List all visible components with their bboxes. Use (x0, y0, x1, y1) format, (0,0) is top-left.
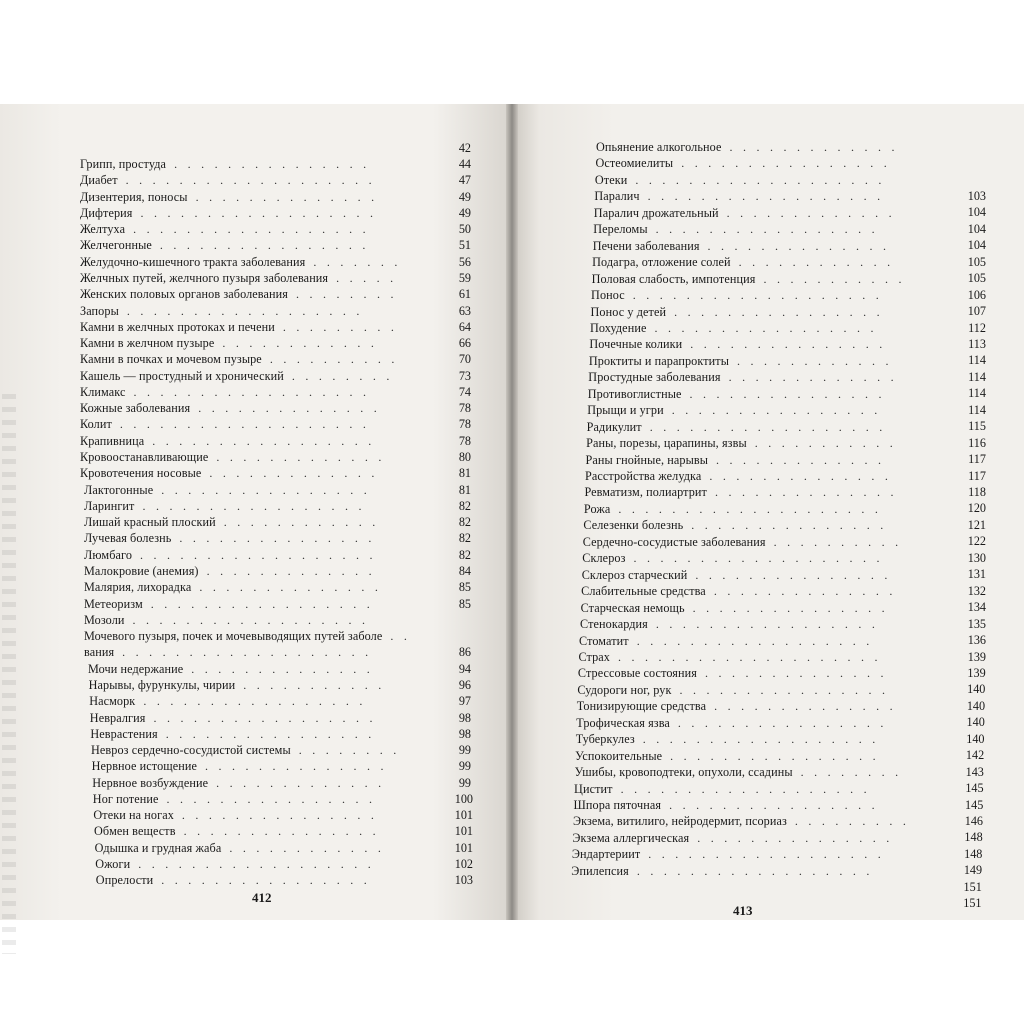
right-entry-title: Стенокардия (580, 617, 648, 632)
right-entry-leader: .............. (714, 485, 904, 500)
right-entry-leader: ........... (763, 271, 912, 286)
left-entry-leader: ................ (165, 726, 382, 741)
right-entry-leader: .................. (636, 863, 880, 878)
right-entry-page-number: 107 (967, 304, 986, 319)
left-entry-leader: .................. (126, 303, 370, 318)
left-entry-title: Кровоостанавливающие (80, 450, 209, 465)
left-entry-page-number: 99 (458, 759, 471, 774)
left-entry-page-number: 59 (458, 270, 471, 285)
left-entry-leader: ............... (183, 824, 387, 839)
left-entry-page-number: 101 (454, 840, 473, 855)
right-entry-page-number: 114 (968, 353, 986, 368)
left-entry-leader: ..... (336, 270, 404, 285)
right-entry-title: Похудение (589, 320, 647, 335)
right-entry-title: Цистит (574, 781, 613, 796)
left-entry-title: Кожные заболевания (80, 401, 191, 416)
left-entry-title: Лучевая болезнь (84, 531, 172, 546)
left-entry-leader: ............. (216, 775, 392, 790)
left-page-number: 412 (252, 890, 272, 905)
left-entry-title: Лактогонные (84, 482, 154, 497)
right-entry-leader: ................ (670, 748, 887, 763)
right-entry-leader: ............. (729, 140, 905, 154)
right-entry-title: Подагра, отложение солей (592, 255, 731, 270)
left-entry-page-number: 82 (458, 498, 471, 513)
right-entry-leader: ............ (736, 353, 899, 368)
left-entry-page-number: 98 (458, 710, 471, 725)
right-entry-title: Успокоительные (575, 748, 663, 763)
right-entry-leader: .................... (618, 501, 889, 516)
left-entry-leader: ............... (174, 157, 377, 171)
left-entry-title: Запоры (80, 303, 119, 318)
right-entry-leader: ............... (692, 600, 896, 615)
right-entry-page-number: 149 (963, 863, 983, 878)
right-entry-page-number: 130 (967, 550, 986, 565)
right-entry-title: Слабительные средства (581, 584, 706, 599)
left-entry-title: вания (84, 645, 115, 660)
right-entry-title: Склероз (582, 551, 626, 566)
right-entry-page-number: 131 (967, 567, 986, 582)
left-entry-page-number: 103 (454, 873, 473, 888)
right-entry-leader: .............. (709, 469, 899, 483)
left-entry-page-number: 44 (458, 157, 471, 171)
right-entry-title: Ушибы, кровоподтеки, опухоли, ссадины (574, 765, 793, 780)
left-entry-leader: .................. (140, 547, 384, 562)
right-entry-leader: ............. (726, 205, 903, 220)
left-entry-leader: ............ (223, 515, 386, 530)
right-entry-page-number: 145 (965, 797, 984, 812)
left-entry-title: Мочевого пузыря, почек и мочевыводящих путей заболе (84, 629, 383, 644)
right-entry-title: Печени заболевания (592, 238, 700, 253)
right-entry-title: Проктиты и парапроктиты (588, 353, 729, 368)
left-entry-leader: ................ (161, 873, 378, 888)
left-entry-leader: ................. (143, 694, 373, 709)
right-entry-leader: .......... (773, 534, 909, 549)
right-entry-page-number: 103 (967, 188, 986, 203)
left-entry-leader: ............... (179, 531, 382, 546)
left-entry-title: Нарывы, фурункулы, чирии (88, 677, 236, 692)
left-entry-page-number: 100 (454, 791, 473, 806)
left-entry-leader: ........ (298, 743, 407, 758)
right-entry-title: Ревматизм, полиартрит (584, 485, 707, 500)
left-entry-page-number: 49 (458, 205, 471, 220)
right-entry-title: Экзема, витилиго, нейродермит, псориаз (572, 814, 787, 829)
left-entry-leader: ................ (161, 482, 378, 497)
left-entry-leader: ................... (125, 173, 383, 188)
left-entry-page-number: 82 (458, 531, 471, 546)
right-entry-title: Простудные заболевания (588, 370, 721, 385)
left-entry-page-number: 78 (458, 417, 471, 432)
left-entry-title: Ног потение (92, 791, 159, 806)
right-entry-title: Половая слабость, импотенция (591, 271, 756, 286)
right-entry-leader: ............... (689, 386, 893, 401)
right-entry-leader: ................ (671, 403, 888, 418)
left-entry-leader: ................. (153, 710, 383, 725)
left-entry-title: Нервное возбуждение (92, 775, 209, 790)
right-entry-page-number: 115 (968, 419, 986, 434)
right-entry-leader: .................. (642, 732, 886, 747)
right-entry-page-number: 117 (968, 468, 986, 483)
right-entry-title: Сердечно-сосудистые заболевания (582, 534, 766, 549)
left-entry-title: Желчных путей, желчного пузыря заболевания (80, 270, 329, 285)
right-entry-title: Расстройства желудка (585, 469, 702, 483)
left-entry-title: Опрелости (95, 873, 154, 888)
print-bleed-left (2, 394, 16, 954)
right-entry-page-number: 135 (967, 616, 986, 631)
right-entry-leader: ............... (690, 337, 893, 352)
left-entry-title: Диабет (80, 173, 118, 188)
right-entry-title: Понос у детей (590, 304, 667, 319)
left-entry-page-number: 81 (458, 466, 471, 481)
right-entry-leader: ................... (633, 551, 890, 566)
right-entry-leader: ................... (632, 288, 890, 303)
right-entry-leader: ......... (794, 814, 917, 829)
left-entry-title: Отеки на ногах (93, 808, 174, 823)
right-entry-leader: ................ (677, 715, 894, 730)
right-entry-leader: ............. (716, 452, 892, 467)
left-entry-page-number: 86 (458, 645, 471, 660)
right-entry-page-number: 122 (967, 534, 986, 549)
left-entry-page-number: 85 (458, 596, 471, 611)
left-entry-page-number: 96 (458, 677, 471, 692)
left-entry-leader: .................. (138, 857, 382, 872)
right-entry-title: Тонизирующие средства (576, 699, 707, 714)
right-entry-title: Раны гнойные, нарывы (585, 452, 708, 467)
right-entry-title: Шпора пяточная (573, 798, 662, 812)
left-entry-leader: .................. (133, 222, 377, 237)
right-entry-page-number: 151 (963, 879, 982, 894)
left-entry-leader: .................. (133, 384, 377, 399)
left-entry-page-number: 101 (454, 824, 473, 839)
left-entry-title: Желтуха (80, 222, 126, 237)
left-entry-page-number: 82 (458, 515, 471, 530)
left-entry-page-number: 99 (458, 775, 471, 790)
right-entry-leader: ............... (697, 830, 900, 845)
left-entry-title: Желудочно-кишечного тракта заболевания (80, 254, 306, 269)
right-entry-leader: ................ (674, 304, 891, 319)
left-entry-page-number: 85 (458, 580, 471, 595)
left-entry-title: Одышка и грудная жаба (94, 840, 222, 855)
right-entry-title: Старческая немощь (580, 600, 685, 615)
left-entry-title: Ожоги (95, 857, 131, 872)
left-entry-leader: ................... (122, 645, 379, 660)
left-entry-page-number: 80 (458, 450, 471, 465)
left-entry-title: Метеоризм (84, 596, 143, 611)
right-entry-page-number: 105 (967, 271, 986, 286)
right-entry-page-number: 140 (966, 698, 986, 713)
left-entry-leader: .................. (132, 612, 376, 627)
right-entry-page-number: 113 (968, 336, 986, 351)
left-entry-title: Дизентерия, поносы (80, 189, 188, 204)
left-entry-page-number: 94 (458, 661, 471, 676)
right-entry-page-number: 114 (968, 386, 986, 401)
left-entry-leader: .............. (191, 661, 381, 676)
left-entry-leader: ............. (206, 564, 383, 578)
left-entry-title: Лишай красный плоский (84, 515, 216, 530)
left-entry-title: Люмбаго (84, 547, 133, 562)
right-entry-title: Туберкулез (575, 732, 635, 747)
right-entry-page-number: 104 (967, 221, 986, 236)
right-entry-leader: .................. (648, 847, 892, 862)
right-entry-title: Остеомиелиты (595, 156, 674, 171)
right-entry-page-number: 104 (967, 205, 986, 220)
right-entry-page-number: 145 (965, 781, 984, 796)
right-entry-leader: ................ (669, 798, 886, 812)
right-entry-page-number: 151 (963, 896, 982, 911)
left-entry-page-number: 70 (458, 352, 471, 367)
right-entry-page-number: 142 (965, 748, 985, 763)
right-entry-leader: ................. (655, 222, 886, 237)
right-entry-page-number: 140 (966, 715, 985, 730)
right-entry-leader: ............. (728, 370, 905, 385)
right-entry-page-number: 106 (967, 287, 986, 302)
right-entry-leader: ........ (800, 765, 909, 780)
right-entry-page-number: 139 (967, 665, 986, 680)
left-entry-title: Климакс (80, 384, 126, 399)
left-entry-title: Нервное истощение (91, 759, 198, 774)
left-entry-leader: ............... (181, 808, 385, 823)
left-entry-title: Ларингит (84, 498, 135, 513)
right-entry-title: Раны, порезы, царапины, язвы (586, 436, 747, 451)
right-entry-page-number: 134 (967, 600, 986, 615)
left-entry-leader: ................. (152, 433, 382, 448)
right-entry-page-number: 140 (967, 682, 986, 697)
right-entry-leader: .............. (714, 699, 904, 714)
right-entry-title: Понос (591, 288, 625, 303)
left-entry-leader: .............. (195, 189, 385, 204)
left-entry-leader: ................ (159, 238, 376, 253)
right-entry-leader: ............ (738, 255, 901, 270)
left-entry-title: Дифтерия (80, 205, 133, 220)
right-entry-leader: ................. (655, 617, 886, 632)
right-entry-title: Склероз старческий (581, 567, 688, 582)
left-entry-page-number: 82 (458, 547, 471, 562)
right-entry-leader: ................... (620, 781, 878, 796)
left-entry-page-number: 49 (458, 189, 471, 204)
left-entry-leader: ........... (243, 677, 392, 692)
left-entry-title: Малокровие (анемия) (84, 564, 199, 578)
right-entry-leader: .............. (713, 584, 903, 599)
right-entry-title: Стоматит (579, 633, 629, 648)
right-entry-page-number: 136 (967, 633, 986, 648)
right-entry-page-number: 140 (966, 731, 985, 746)
left-entry-leader: .. (390, 629, 418, 644)
right-entry-title: Прыщи и угри (587, 403, 664, 418)
left-entry-title: Кровотечения носовые (80, 466, 202, 481)
right-entry-title: Эндартериит (571, 847, 641, 862)
left-entry-leader: ............. (209, 466, 385, 481)
right-entry-title: Страх (578, 649, 610, 664)
right-entry-leader: .................. (647, 189, 891, 204)
right-entry-page-number: 143 (965, 764, 984, 779)
left-entry-title: Обмен веществ (94, 824, 176, 839)
left-entry-leader: ....... (313, 254, 408, 269)
right-entry-page-number: 105 (967, 254, 986, 269)
right-entry-title: Судороги ног, рук (577, 682, 672, 697)
left-entry-title: Грипп, простуда (80, 157, 167, 171)
left-entry-title: Колит (80, 417, 112, 432)
right-entry-title: Паралич (594, 189, 640, 204)
left-entry-page-number: 81 (458, 482, 471, 497)
left-entry-leader: .............. (205, 759, 395, 774)
left-entry-leader: ............. (216, 450, 392, 465)
right-entry-page-number: 120 (967, 501, 986, 516)
right-entry-page-number: 114 (968, 402, 986, 417)
right-entry-title: Рожа (583, 501, 611, 516)
left-entry-leader: .......... (269, 352, 405, 367)
right-entry-title: Стрессовые состояния (577, 666, 697, 681)
right-entry-leader: ................... (635, 172, 892, 187)
left-entry-leader: ......... (282, 319, 405, 334)
right-entry-leader: .................... (617, 649, 888, 664)
right-entry-title: Трофическая язва (576, 715, 670, 730)
left-entry-page-number: 101 (454, 808, 473, 823)
left-entry-page-number: 63 (458, 303, 471, 318)
right-entry-title: Почечные колики (589, 337, 683, 352)
left-entry-leader: ............ (229, 840, 392, 855)
left-entry-page-number: 74 (458, 384, 471, 399)
left-entry-page-number: 99 (458, 743, 471, 758)
right-entry-title: Экзема аллергическая (572, 830, 690, 845)
right-entry-page-number: 118 (968, 485, 986, 499)
left-entry-leader: ................... (119, 417, 377, 432)
right-entry-leader: ................. (654, 320, 884, 335)
right-entry-leader: .................. (636, 633, 880, 648)
left-entry-leader: ................ (166, 791, 383, 806)
right-entry-page-number: 114 (968, 369, 986, 384)
left-entry-page-number: 50 (458, 222, 471, 237)
left-entry-title: Кашель — простудный и хронический (80, 368, 284, 383)
left-entry-title: Женских половых органов заболевания (80, 287, 288, 302)
right-entry-leader: .................. (649, 419, 893, 434)
right-entry-page-number: 146 (964, 814, 983, 828)
right-entry-leader: .............. (707, 238, 897, 253)
right-entry-leader: ............... (691, 518, 894, 533)
left-entry-leader: ........ (295, 287, 404, 302)
left-entry-page-number: 73 (458, 368, 471, 383)
left-entry-page-number: 47 (458, 173, 471, 188)
left-entry-title: Мочи недержание (88, 661, 184, 676)
left-entry-leader: .............. (198, 401, 388, 416)
left-entry-page-number: 66 (458, 336, 471, 351)
left-entry-page-number: 78 (458, 401, 471, 416)
left-entry-page-number: 102 (454, 857, 473, 872)
left-entry-page-number: 78 (458, 433, 471, 448)
right-entry-page-number: 132 (967, 583, 986, 598)
left-entry-page-number: 84 (458, 564, 471, 578)
left-entry-title: Мозоли (84, 612, 125, 627)
left-entry-leader: .................. (140, 205, 384, 220)
left-entry-leader: ............ (222, 336, 385, 351)
left-entry-title: Невроз сердечно-сосудистой системы (91, 743, 291, 758)
right-entry-title: Переломы (593, 222, 648, 237)
right-entry-title: Селезенки болезнь (583, 518, 684, 533)
right-entry-page-number: 121 (967, 517, 986, 532)
right-entry-title: Радикулит (586, 419, 642, 434)
book-gutter (506, 104, 518, 920)
right-entry-page-number: 148 (964, 846, 983, 861)
left-entry-leader: ................. (150, 596, 381, 611)
right-entry-title: Противоглистные (587, 386, 682, 401)
right-entry-page-number: 139 (967, 649, 986, 664)
right-entry-leader: ........... (754, 436, 904, 451)
right-entry-leader: ................ (681, 156, 898, 171)
right-entry-title: Отеки (594, 172, 628, 187)
right-entry-title: Паралич дрожательный (593, 205, 719, 220)
left-entry-title: Крапивница (80, 433, 145, 448)
left-entry-title: Камни в желчном пузыре (80, 336, 215, 351)
left-entry-leader: ................. (142, 498, 372, 513)
left-entry-page-number: 61 (458, 287, 471, 302)
right-entry-page-number: 148 (964, 830, 983, 845)
right-entry-title: Эпилепсия (571, 863, 629, 878)
left-entry-leader: ........ (291, 368, 400, 383)
left-entry-title: Камни в почках и мочевом пузыре (80, 352, 262, 367)
left-entry-page-number: 97 (458, 694, 471, 709)
right-entry-page-number: 116 (968, 435, 986, 450)
right-entry-page-number: 112 (968, 320, 986, 335)
left-first-number: 42 (458, 141, 471, 155)
left-entry-leader: .............. (199, 580, 389, 595)
right-entry-page-number: 104 (967, 238, 986, 253)
right-entry-leader: ............... (695, 567, 898, 582)
left-entry-title: Невралгия (89, 710, 146, 725)
left-entry-page-number: 56 (458, 254, 471, 269)
right-entry-leader: .............. (704, 666, 894, 681)
right-entry-page-number: 117 (968, 452, 986, 467)
right-entry-title: Опьянение алкогольное (596, 140, 722, 154)
left-entry-title: Малярия, лихорадка (84, 580, 192, 595)
left-entry-page-number: 51 (458, 238, 471, 253)
right-page-number: 413 (733, 903, 753, 918)
left-entry-page-number: 98 (458, 726, 471, 741)
left-entry-title: Камни в желчных протоках и печени (80, 319, 275, 334)
left-entry-page-number: 64 (458, 319, 471, 334)
left-entry-title: Насморк (89, 694, 136, 709)
left-entry-title: Желчегонные (80, 238, 152, 253)
left-entry-title: Неврастения (90, 726, 158, 741)
right-entry-leader: ................ (679, 682, 896, 697)
